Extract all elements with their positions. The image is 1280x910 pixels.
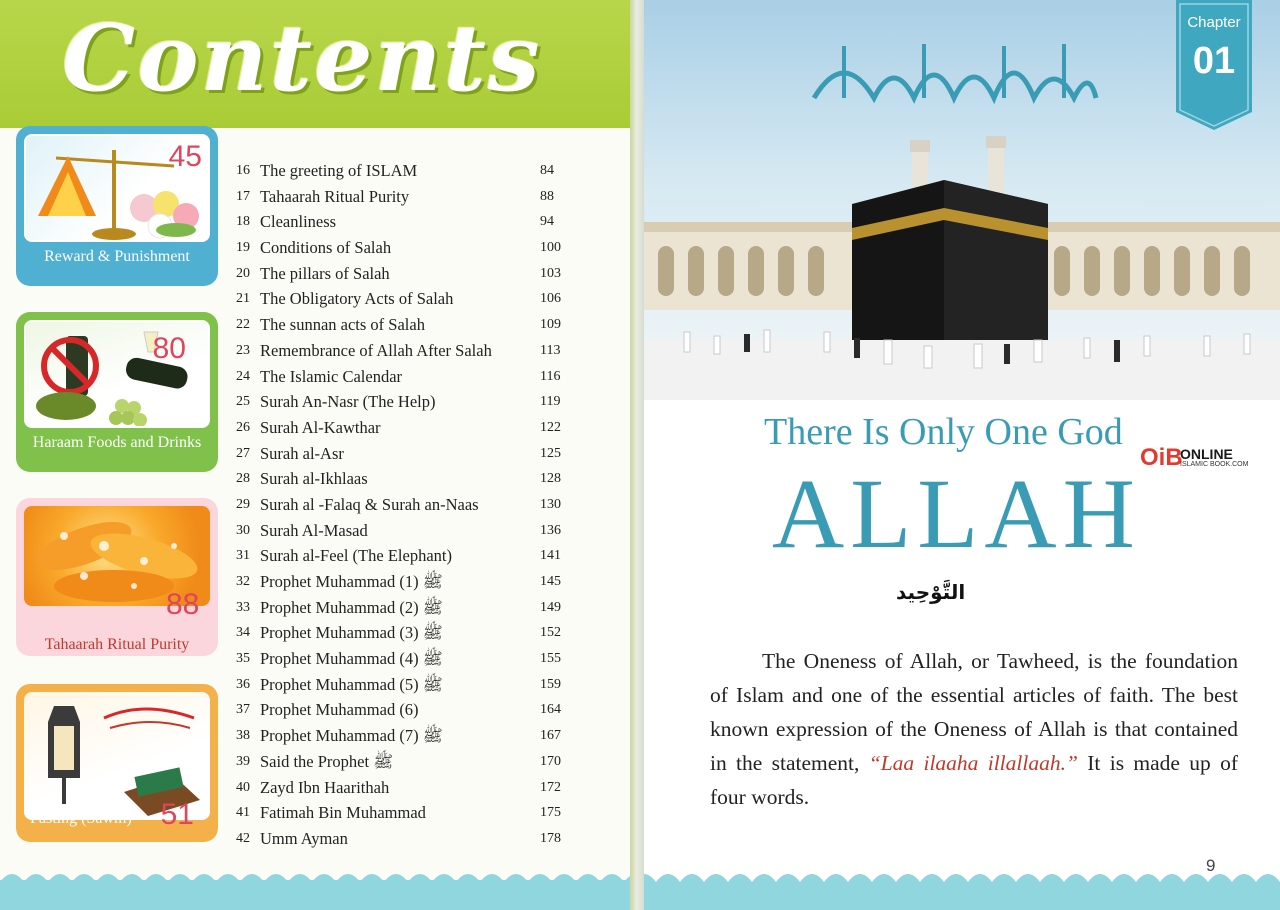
toc-title: The Obligatory Acts of Salah xyxy=(260,289,454,309)
toc-row xyxy=(236,826,586,852)
toc-title: Prophet Muhammad ﷺ (7) xyxy=(260,726,443,746)
toc-page: 149 xyxy=(540,599,561,615)
toc-row xyxy=(236,364,586,390)
card-tahaarah xyxy=(16,498,218,656)
toc-page: 122 xyxy=(540,419,561,435)
toc-title: Surah Al-Kawthar xyxy=(260,417,381,437)
paragraph-end: It is made up of four words. xyxy=(710,751,1239,809)
toc-page: 175 xyxy=(540,805,561,821)
toc-page: 100 xyxy=(540,240,561,256)
toc-number: 39 xyxy=(236,753,250,769)
toc-row xyxy=(236,184,586,210)
toc-page: 128 xyxy=(540,471,561,487)
toc-number: 40 xyxy=(236,779,250,795)
toc-page: 125 xyxy=(540,445,561,461)
toc-page: 116 xyxy=(540,368,561,384)
toc-number: 26 xyxy=(236,419,250,435)
toc-title: Prophet Muhammad (6) xyxy=(260,700,419,720)
toc-page: 109 xyxy=(540,317,561,333)
shahada-calligraphy xyxy=(804,38,1104,110)
toc-page: 170 xyxy=(540,753,561,769)
toc-number: 29 xyxy=(236,496,250,512)
toc-page: 94 xyxy=(540,214,554,230)
toc-page: 130 xyxy=(540,496,561,512)
toc-row xyxy=(236,261,586,287)
toc-title: The Islamic Calendar xyxy=(260,366,403,386)
toc-title: Zayd Ibn Haarithah xyxy=(260,777,390,797)
publisher-logo xyxy=(1140,444,1280,474)
toc-title: Tahaarah Ritual Purity xyxy=(260,186,410,206)
card-label: Haraam Foods and Drinks xyxy=(32,434,202,451)
card-reward-punishment xyxy=(16,126,218,286)
card-page-number: 80 xyxy=(152,332,186,365)
toc-number: 36 xyxy=(236,676,250,692)
toc-title: Prophet Muhammad ﷺ (3) xyxy=(260,623,443,643)
toc-row xyxy=(236,389,586,415)
toc-number: 30 xyxy=(236,522,250,538)
toc-title: Prophet Muhammad ﷺ (4) xyxy=(260,649,443,669)
logo-name: ONLINE xyxy=(1180,446,1233,462)
toc-page: 136 xyxy=(540,522,561,538)
card-page-number: 45 xyxy=(168,140,202,173)
toc-number: 37 xyxy=(236,702,250,718)
toc-title: Surah al-Asr xyxy=(260,443,344,463)
toc-page: 159 xyxy=(540,676,561,692)
toc-number: 16 xyxy=(236,163,250,178)
toc-row xyxy=(236,620,586,646)
contents-title: Contents xyxy=(62,4,542,112)
toc-number: 34 xyxy=(236,625,250,641)
toc-row xyxy=(236,312,586,338)
card-page-number: 88 xyxy=(166,588,200,621)
toc-row xyxy=(236,518,586,544)
toc-page: 167 xyxy=(540,728,561,744)
toc-number: 33 xyxy=(236,599,250,615)
wave-border-left xyxy=(0,860,636,910)
table-of-contents xyxy=(236,158,586,852)
toc-title: Said the Prophet ﷺ xyxy=(260,751,394,771)
toc-row xyxy=(236,646,586,672)
toc-number: 32 xyxy=(236,574,250,589)
toc-title: The pillars of Salah xyxy=(260,263,390,283)
toc-number: 28 xyxy=(236,471,250,487)
toc-row xyxy=(236,569,586,595)
arabic-term: التَّوْحِيد xyxy=(896,580,966,604)
toc-title: The sunnan acts of Salah xyxy=(260,315,425,335)
toc-row xyxy=(236,286,586,312)
toc-title: Surah An-Nasr (The Help) xyxy=(260,392,436,412)
toc-title: Conditions of Salah xyxy=(260,238,392,258)
toc-row xyxy=(236,441,586,467)
contents-header xyxy=(0,0,636,128)
toc-number: 35 xyxy=(236,651,250,667)
toc-row xyxy=(236,697,586,723)
toc-title: Surah Al-Masad xyxy=(260,520,368,540)
card-page-number: 51 xyxy=(160,798,194,831)
card-label: Reward & Punishment xyxy=(44,248,190,265)
toc-row xyxy=(236,723,586,749)
toc-title: Umm Ayman xyxy=(260,828,348,848)
toc-number: 19 xyxy=(236,240,250,256)
toc-row xyxy=(236,209,586,235)
toc-title: Prophet Muhammad ﷺ (2) xyxy=(260,597,443,617)
toc-number: 42 xyxy=(236,830,250,846)
toc-page: 84 xyxy=(540,163,554,178)
toc-number: 18 xyxy=(236,214,250,230)
toc-number: 21 xyxy=(236,291,250,307)
toc-row xyxy=(236,749,586,775)
toc-page: 172 xyxy=(540,779,561,795)
toc-title: Remembrance of Allah After Salah xyxy=(260,340,492,360)
toc-page: 103 xyxy=(540,265,561,281)
card-fasting xyxy=(16,684,218,842)
haraam-image xyxy=(24,320,210,428)
card-haraam-foods xyxy=(16,312,218,472)
paragraph-quote: “Laa ilaaha illallaah.” xyxy=(868,751,1078,775)
toc-page: 145 xyxy=(540,574,561,589)
chapter-number: 01 xyxy=(1192,40,1236,82)
toc-title: The greeting of ISLAM xyxy=(260,161,418,180)
logo-sub: ISLAMIC BOOK.COM xyxy=(1180,461,1249,468)
toc-row xyxy=(236,235,586,261)
toc-title: Cleanliness xyxy=(260,212,337,232)
toc-page: 164 xyxy=(540,702,561,718)
toc-page: 113 xyxy=(540,342,561,358)
toc-page: 88 xyxy=(540,188,554,204)
card-label: Fasting (Sawm) xyxy=(30,810,132,827)
card-label: Tahaarah Ritual Purity xyxy=(44,636,190,653)
toc-page: 178 xyxy=(540,830,561,846)
toc-row xyxy=(236,672,586,698)
kaaba-photo xyxy=(644,110,1280,400)
toc-page: 155 xyxy=(540,651,561,667)
toc-title: Surah al -Falaq & Surah an-Naas xyxy=(260,494,479,514)
toc-row xyxy=(236,775,586,801)
toc-page: 152 xyxy=(540,625,561,641)
toc-row xyxy=(236,466,586,492)
toc-row xyxy=(236,338,586,364)
left-page xyxy=(0,0,636,910)
toc-number: 23 xyxy=(236,342,250,358)
chapter-label: Chapter xyxy=(1187,14,1241,31)
toc-page: 106 xyxy=(540,291,561,307)
right-page xyxy=(644,0,1280,910)
toc-page: 119 xyxy=(540,394,561,410)
paragraph-intro: The Oneness of Allah, or Tawheed, is the foundation of Islam and one of the essential articles of faith. The best known expression of the Oneness of Allah is that contained in the statement, xyxy=(710,649,1238,775)
toc-number: 38 xyxy=(236,728,250,744)
toc-number: 20 xyxy=(236,265,250,281)
toc-row xyxy=(236,595,586,621)
wave-border-right xyxy=(644,860,1280,910)
toc-title: Prophet Muhammad ﷺ (1) xyxy=(260,572,443,591)
main-heading: ALLAH xyxy=(772,458,1141,569)
toc-title: Surah al-Feel (The Elephant) xyxy=(260,546,452,566)
toc-number: 24 xyxy=(236,368,250,384)
toc-row xyxy=(236,415,586,441)
toc-title: Fatimah Bin Muhammad xyxy=(260,803,426,823)
toc-row xyxy=(236,800,586,826)
toc-number: 27 xyxy=(236,445,250,461)
toc-row xyxy=(236,543,586,569)
toc-page: 141 xyxy=(540,548,561,564)
toc-row xyxy=(236,492,586,518)
toc-row xyxy=(236,158,586,184)
toc-number: 22 xyxy=(236,317,250,333)
scales-image xyxy=(24,134,210,242)
toc-title: Surah al-Ikhlaas xyxy=(260,469,368,489)
body-paragraph xyxy=(710,644,1238,814)
toc-number: 41 xyxy=(236,805,250,821)
toc-number: 31 xyxy=(236,548,250,564)
toc-title: Prophet Muhammad ﷺ (5) xyxy=(260,674,443,694)
logo-mark: OiB xyxy=(1140,444,1183,471)
toc-number: 25 xyxy=(236,394,250,410)
page-number: 9 xyxy=(1206,856,1216,875)
toc-number: 17 xyxy=(236,188,250,204)
subheading: There Is Only One God xyxy=(764,411,1123,453)
